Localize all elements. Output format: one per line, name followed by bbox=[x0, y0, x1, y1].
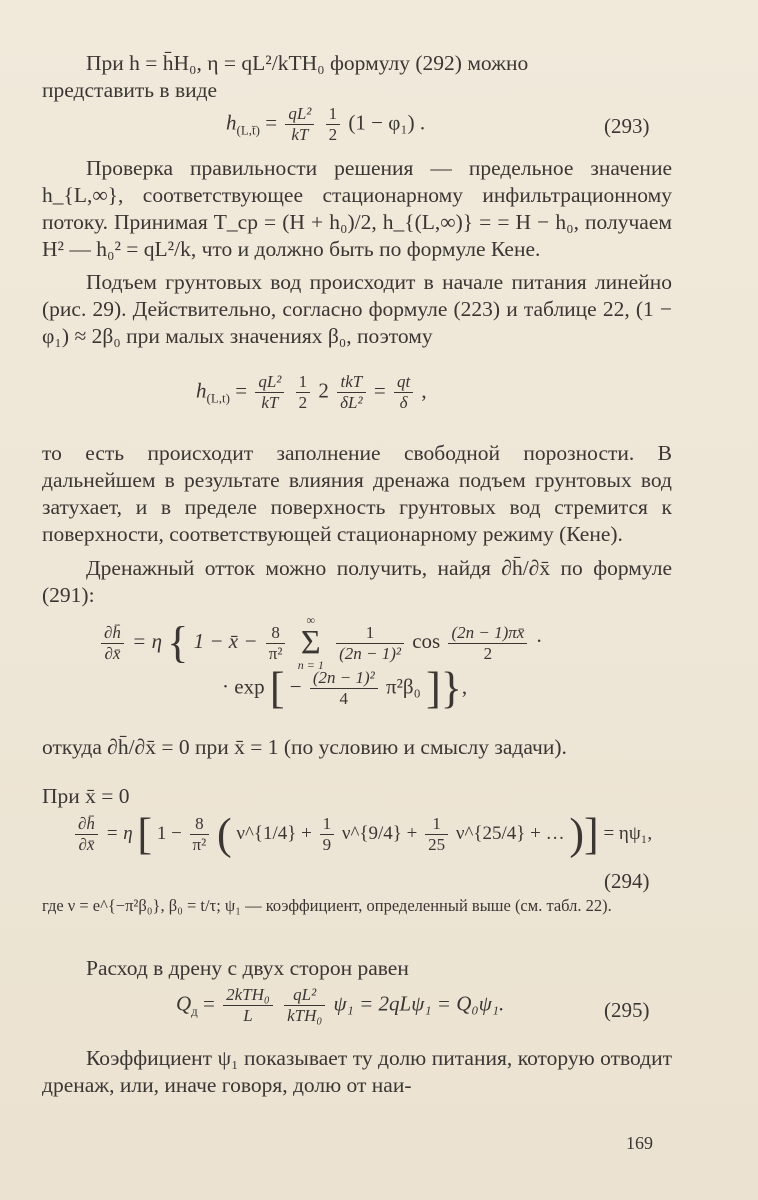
eqd-frac-cos bbox=[448, 623, 527, 664]
eq295-den1: L bbox=[243, 1006, 253, 1025]
eqd-cos-num: (2n − 1)πx̄ bbox=[448, 623, 527, 644]
eqe-lbracket: [ bbox=[269, 663, 285, 713]
eq294-den: ∂x̄ bbox=[78, 835, 95, 854]
paragraph-1-line-1: При h = h̄H₀, η = qL²/kTH₀ формулу (292) можно bbox=[86, 51, 529, 75]
eq295-frac-1 bbox=[223, 985, 273, 1026]
eqe-comma: , bbox=[461, 674, 468, 699]
paragraph-2: Проверка правильности решения — предельное значение h_{L,∞}, соответствующее стационарному инфильтрационному потоку. Принимая T_ср = (H + h₀)/2, h_{(L,∞)} = = H − h₀, получаем H² — h₀² = qL²/k, что и должно быть по формуле Кене. bbox=[42, 156, 672, 261]
eq294-lparen: ( bbox=[216, 809, 232, 859]
eqlin-num4: qt bbox=[394, 372, 413, 393]
eq293-num2: 1 bbox=[326, 104, 341, 125]
eqd-cos: cos bbox=[412, 628, 441, 653]
eq293-tail: (1 − φ₁) . bbox=[348, 110, 426, 135]
eq293-den2: 2 bbox=[328, 125, 338, 144]
eqd-den: ∂x̄ bbox=[104, 643, 121, 663]
eq295-frac-2 bbox=[284, 985, 325, 1026]
paragraph-1-line-2: представить в виде bbox=[42, 78, 218, 102]
eq294-f1-den: 9 bbox=[322, 835, 332, 854]
eqlin-frac-3 bbox=[337, 372, 365, 413]
eqe-tail: π²β₀ bbox=[385, 674, 421, 699]
eqd-sum: ∞ Σ n = 1 bbox=[297, 613, 324, 672]
footnote-where: где ν = e^{−π²β₀}, β₀ = t/τ; ψ₁ — коэффициент, определенный выше (см. табл. 22). bbox=[42, 896, 612, 915]
eqlin-den3: δL² bbox=[340, 393, 363, 412]
eqlin-den2: 2 bbox=[298, 393, 308, 412]
eqlin-lhs: h bbox=[196, 378, 207, 403]
eq293-frac-1 bbox=[285, 104, 314, 145]
eqe-lead: · exp bbox=[222, 674, 265, 699]
eq294-f2-num: 1 bbox=[425, 814, 448, 835]
eq294-frac-1 bbox=[320, 814, 335, 855]
eqe-frac bbox=[310, 668, 378, 709]
eqd-sum-bot: n = 1 bbox=[297, 658, 324, 672]
page-number: 169 bbox=[626, 1133, 653, 1153]
eqd-frac-t bbox=[336, 623, 404, 664]
eqd-brace: { bbox=[167, 618, 189, 667]
eq294-tail: = ηψ₁, bbox=[603, 822, 653, 844]
eqlin-frac-4 bbox=[394, 372, 413, 413]
eq295-lhs-sub: д bbox=[191, 1003, 198, 1019]
eqe-minus: − bbox=[289, 674, 302, 699]
eq295-lhs: Q bbox=[176, 991, 192, 1016]
eq294-frac-2 bbox=[425, 814, 448, 855]
eqd-num: ∂h̄ bbox=[101, 623, 124, 644]
eqd-frac-deriv bbox=[101, 623, 124, 664]
eq294-num: ∂h̄ bbox=[75, 814, 98, 835]
eq295-tail: ψ₁ = 2qLψ₁ = Q₀ψ₁. bbox=[333, 991, 505, 1016]
eqd-equals: = η bbox=[132, 628, 162, 653]
eqlin-num2: 1 bbox=[296, 372, 311, 393]
eq294-one: 1 − bbox=[156, 822, 182, 844]
eq294-frac-deriv bbox=[75, 814, 98, 855]
paragraph-6: откуда ∂h̄/∂x̄ = 0 при x̄ = 1 (по условию и смыслу задачи). bbox=[42, 735, 567, 759]
eqlin-num1: qL² bbox=[255, 372, 284, 393]
eq293-number: (293) bbox=[604, 114, 650, 138]
eqlin-den4: δ bbox=[399, 393, 408, 412]
eqlin-num3: tkT bbox=[337, 372, 365, 393]
eqlin-frac-1 bbox=[255, 372, 284, 413]
paragraph-9: Коэффициент ψ₁ показывает ту долю питания, которую отводит дренаж, или, иначе говоря, долю от наи- bbox=[42, 1046, 672, 1097]
eq294-term2: ν^{9/4} + bbox=[341, 822, 418, 844]
eq295-equals: = bbox=[203, 991, 215, 1016]
eq295-den2: kTH₀ bbox=[287, 1006, 323, 1025]
equation-295 bbox=[176, 985, 504, 1026]
equation-linear-rise bbox=[196, 372, 427, 413]
eq295-num1: 2kTH₀ bbox=[223, 985, 273, 1006]
eqe-rbracket: ] bbox=[426, 663, 441, 713]
eqlin-frac-2 bbox=[296, 372, 311, 413]
eq294-lbracket: [ bbox=[137, 809, 153, 859]
eqd-c-num: 8 bbox=[266, 623, 286, 644]
eqlin-lhs-sub: (L,t) bbox=[206, 390, 230, 406]
eq294-f1-num: 1 bbox=[320, 814, 335, 835]
equation-291-derivative bbox=[98, 614, 543, 672]
eq294-frac-c bbox=[190, 814, 210, 855]
eq294-f2-den: 25 bbox=[428, 835, 446, 854]
eqlin-mid: 2 bbox=[318, 378, 329, 403]
eqd-t-den: (2n − 1)² bbox=[339, 643, 401, 663]
eq295-num2: qL² bbox=[284, 985, 325, 1006]
eq294-rbracket: ] bbox=[584, 809, 599, 859]
eqd-sum-top: ∞ bbox=[306, 613, 316, 627]
eqe-num: (2n − 1)² bbox=[310, 668, 378, 689]
eq293-lhs-sub: (L,t̄) bbox=[236, 122, 260, 138]
paragraph-3: Подъем грунтовых вод происходит в начале питания линейно (рис. 29). Действительно, согласно формуле (223) и таблице 22, (1 − φ₁) ≈ 2β₀ при малых значениях β₀, поэтому bbox=[42, 270, 672, 348]
eq293-num1: qL² bbox=[285, 104, 314, 125]
eqd-c-den: π² bbox=[268, 643, 283, 663]
eq294-rparen: ) bbox=[569, 809, 585, 859]
eq294-c-den: π² bbox=[192, 835, 207, 854]
eqe-rbrace: } bbox=[440, 663, 462, 713]
equation-294 bbox=[72, 809, 653, 859]
paragraph-8: Расход в дрену с двух сторон равен bbox=[86, 956, 409, 980]
eq293-den1: kT bbox=[291, 125, 309, 144]
eq294-term1: ν^{1/4} + bbox=[236, 822, 312, 844]
eqd-dot: · bbox=[535, 628, 543, 653]
eq294-equals: = η bbox=[105, 822, 133, 844]
eqe-den: 4 bbox=[339, 689, 349, 708]
paragraph-5: Дренажный отток можно получить, найдя ∂h̄/∂x̄ по формуле (291): bbox=[42, 556, 672, 607]
eq293-equals: = bbox=[265, 110, 278, 135]
eq293-lhs: h bbox=[226, 110, 237, 135]
eqd-t-num: 1 bbox=[336, 623, 404, 644]
eqlin-den1: kT bbox=[261, 393, 279, 412]
paragraph-4: то есть происходит заполнение свободной порозности. В дальнейшем в результате влияния дренажа подъем грунтовых вод затухает, и в пределе поверхность грунтовых вод стремится к поверхности, соответствующей стационарному режиму (Кене). bbox=[42, 441, 672, 546]
eq294-number: (294) bbox=[604, 869, 650, 893]
eqlin-equals-2: = bbox=[373, 378, 386, 403]
eq293-frac-2 bbox=[326, 104, 341, 145]
equation-293 bbox=[226, 104, 425, 145]
eqlin-equals: = bbox=[235, 378, 248, 403]
eq295-number: (295) bbox=[604, 998, 650, 1022]
eqd-cos-den: 2 bbox=[483, 643, 493, 663]
eqd-part: 1 − x̄ − bbox=[193, 628, 258, 653]
eq294-term3: ν^{25/4} + … bbox=[455, 822, 565, 844]
eqd-frac-c bbox=[266, 623, 286, 664]
eqlin-tail: , bbox=[421, 378, 427, 403]
paragraph-7: При x̄ = 0 bbox=[42, 784, 130, 808]
equation-291-exponent bbox=[222, 663, 468, 713]
eq294-c-num: 8 bbox=[190, 814, 210, 835]
